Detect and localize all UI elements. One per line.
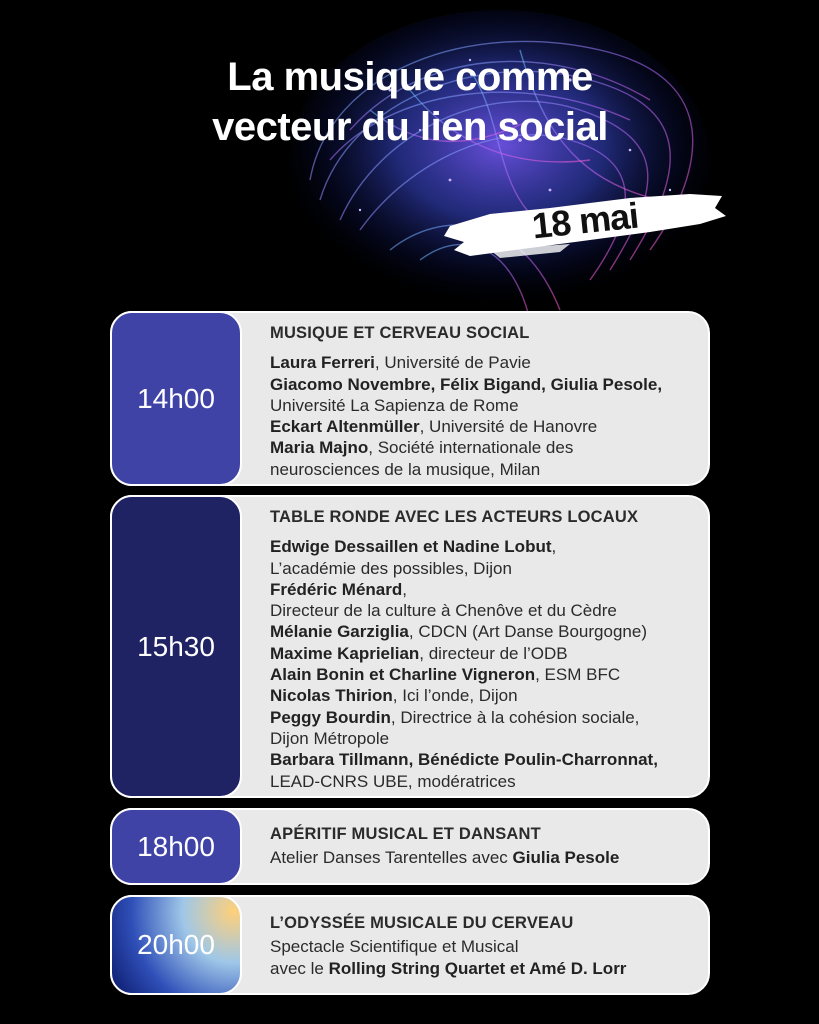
speaker-line: L’académie des possibles, Dijon bbox=[270, 558, 512, 578]
session-time-4: 20h00 bbox=[110, 895, 242, 995]
speaker-line: Maria Majno, Société internationale des bbox=[270, 438, 574, 458]
session-time-1: 14h00 bbox=[110, 311, 242, 486]
speaker-line: Maxime Kaprielian, directeur de l’ODB bbox=[270, 643, 568, 663]
session-card-2 bbox=[110, 495, 710, 798]
session-card-3 bbox=[110, 808, 710, 885]
session-heading-2: TABLE RONDE AVEC LES ACTEURS LOCAUX bbox=[270, 508, 639, 526]
session-content-1 bbox=[270, 323, 700, 480]
speaker-line: LEAD-CNRS UBE, modératrices bbox=[270, 771, 516, 791]
session-content-4 bbox=[270, 913, 700, 979]
speaker-line: Edwige Dessaillen et Nadine Lobut, bbox=[270, 537, 557, 557]
session-card-4 bbox=[110, 895, 710, 995]
speaker-line: Peggy Bourdin, Directrice à la cohésion sociale, bbox=[270, 707, 640, 727]
session-description: Atelier Danses Tarentelles avec Giulia Pesole bbox=[270, 848, 620, 868]
page-title bbox=[60, 52, 760, 152]
speaker-line: Barbara Tillmann, Bénédicte Poulin-Charronnat, bbox=[270, 750, 658, 770]
title-line-2: vecteur du lien social bbox=[212, 105, 608, 149]
session-time-3: 18h00 bbox=[110, 808, 242, 885]
speaker-line: Mélanie Garziglia, CDCN (Art Danse Bourgogne) bbox=[270, 622, 647, 642]
session-content-2 bbox=[270, 507, 700, 792]
speaker-line: Dijon Métropole bbox=[270, 728, 390, 748]
speaker-line: Nicolas Thirion, Ici l’onde, Dijon bbox=[270, 686, 518, 706]
speaker-line: Giacomo Novembre, Félix Bigand, Giulia Pesole, bbox=[270, 374, 663, 394]
session-heading-1: MUSIQUE ET CERVEAU SOCIAL bbox=[270, 324, 530, 342]
speaker-line: Alain Bonin et Charline Vigneron, ESM BFC bbox=[270, 665, 621, 685]
session-description: avec le Rolling String Quartet et Amé D. Lorr bbox=[270, 958, 627, 978]
speaker-line: Laura Ferreri, Université de Pavie bbox=[270, 353, 531, 373]
speaker-line: Directeur de la culture à Chenôve et du Cèdre bbox=[270, 601, 617, 621]
session-content-3 bbox=[270, 824, 700, 869]
speaker-line: Eckart Altenmüller, Université de Hanovre bbox=[270, 417, 598, 437]
session-description: Spectacle Scientifique et Musical bbox=[270, 937, 519, 957]
event-date: 18 mai bbox=[530, 194, 640, 247]
session-heading-3: APÉRITIF MUSICAL ET DANSANT bbox=[270, 825, 541, 843]
title-line-1: La musique comme bbox=[227, 55, 593, 99]
session-card-1 bbox=[110, 311, 710, 486]
speaker-line: Frédéric Ménard, bbox=[270, 579, 407, 599]
speaker-line: Université La Sapienza de Rome bbox=[270, 395, 519, 415]
speaker-line: neurosciences de la musique, Milan bbox=[270, 459, 541, 479]
session-time-2: 15h30 bbox=[110, 495, 242, 798]
session-heading-4: L’ODYSSÉE MUSICALE DU CERVEAU bbox=[270, 914, 574, 932]
